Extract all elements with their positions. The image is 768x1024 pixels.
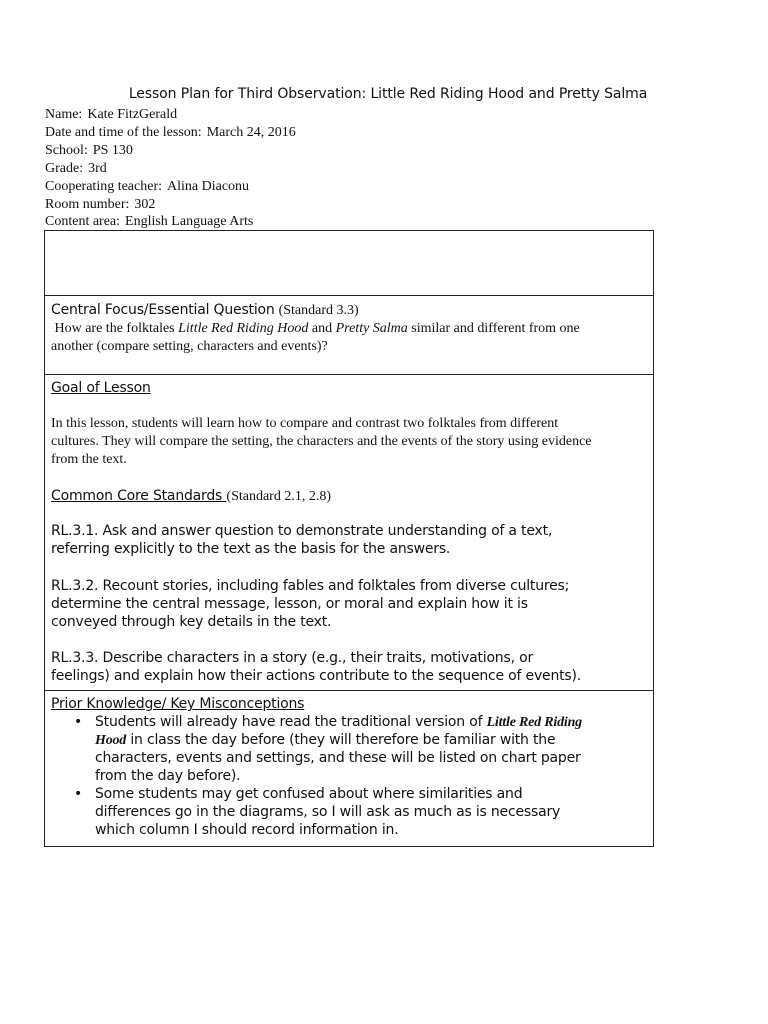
bullet1-line2 bbox=[95, 732, 555, 749]
date-line bbox=[45, 124, 296, 142]
question-text: and bbox=[308, 321, 336, 336]
bullet1-line4: from the day before). bbox=[95, 768, 241, 784]
goal-standards-cell bbox=[45, 375, 653, 691]
question-text: How are the folktales bbox=[51, 321, 179, 336]
goal-line3: from the text. bbox=[51, 452, 127, 467]
bullet2-line1: Some students may get confused about where similarities and bbox=[95, 786, 523, 802]
empty-cell bbox=[45, 231, 653, 296]
name-line bbox=[45, 106, 296, 124]
teacher-value: Alina Diaconu bbox=[167, 178, 250, 194]
bullet2-line3: which column I should record information in. bbox=[95, 822, 399, 838]
standard-rl31-line2: referring explicitly to the text as the basis for the answers. bbox=[51, 541, 451, 557]
bullet1-line1 bbox=[95, 714, 582, 731]
standard-rl32-line2: determine the central message, lesson, or moral and explain how it is bbox=[51, 596, 528, 612]
room-value: 302 bbox=[134, 196, 156, 212]
page-title: Lesson Plan for Third Observation: Little Red Riding Hood and Pretty Salma bbox=[128, 86, 648, 102]
grade-label: Grade: bbox=[45, 160, 84, 176]
grade-line bbox=[45, 160, 296, 178]
standard-rl32-line1: RL.3.2. Recount stories, including fables and folktales from diverse cultures; bbox=[51, 578, 570, 594]
standards-heading: Common Core Standards bbox=[51, 488, 227, 504]
central-focus-cell bbox=[45, 296, 653, 375]
school-value: PS 130 bbox=[92, 142, 133, 158]
title-little-red-riding-hood: Little Red Riding Hood bbox=[178, 321, 309, 336]
standard-rl33-line1: RL.3.3. Describe characters in a story (e.g., their traits, motivations, or bbox=[51, 650, 534, 666]
teacher-line bbox=[45, 178, 296, 196]
standards-heading-line bbox=[51, 487, 331, 505]
standard-rl32-line3: conveyed through key details in the text. bbox=[51, 614, 332, 630]
bullet-icon: • bbox=[74, 714, 83, 730]
standards-ref: (Standard 2.1, 2.8) bbox=[226, 489, 331, 504]
content-area-label: Content area: bbox=[45, 214, 121, 230]
title-little-red-riding: Little Red Riding bbox=[486, 715, 582, 730]
central-focus-heading-line bbox=[51, 301, 359, 319]
question-text: similar and different from one bbox=[407, 321, 580, 336]
central-focus-question-line1 bbox=[51, 321, 580, 337]
room-label: Room number: bbox=[45, 196, 130, 212]
content-area-line bbox=[45, 213, 296, 231]
central-focus-standard: (Standard 3.3) bbox=[278, 303, 359, 318]
goal-line2: cultures. They will compare the setting, the characters and the events of the story using evidence bbox=[51, 434, 592, 449]
bullet-text: in class the day before (they will therefore be familiar with the bbox=[126, 732, 556, 748]
standard-rl33-line2: feelings) and explain how their actions contribute to the sequence of events). bbox=[51, 668, 582, 684]
school-label: School: bbox=[45, 142, 88, 158]
content-area-value: English Language Arts bbox=[125, 214, 254, 230]
central-focus-question-line2: another (compare setting, characters and events)? bbox=[51, 339, 328, 354]
lesson-details bbox=[45, 106, 296, 231]
lesson-plan-table bbox=[44, 230, 654, 847]
prior-knowledge-cell bbox=[45, 691, 653, 846]
name-label: Name: bbox=[45, 107, 83, 122]
bullet-text: Students will already have read the traditional version of bbox=[95, 714, 487, 730]
name-value: Kate FitzGerald bbox=[87, 107, 178, 122]
teacher-label: Cooperating teacher: bbox=[45, 178, 163, 194]
bullet1-line3: characters, events and settings, and these will be listed on chart paper bbox=[95, 750, 581, 766]
title-hood: Hood bbox=[95, 733, 127, 748]
grade-value: 3rd bbox=[88, 160, 107, 176]
prior-knowledge-heading: Prior Knowledge/ Key Misconceptions bbox=[51, 696, 305, 712]
bullet2-line2: differences go in the diagrams, so I will ask as much as is necessary bbox=[95, 804, 561, 820]
date-value: March 24, 2016 bbox=[206, 124, 296, 140]
title-pretty-salma: Pretty Salma bbox=[335, 321, 408, 336]
goal-line1: In this lesson, students will learn how to compare and contrast two folktales from different bbox=[51, 416, 559, 431]
date-label: Date and time of the lesson: bbox=[45, 124, 202, 140]
school-line bbox=[45, 142, 296, 160]
room-line bbox=[45, 196, 296, 214]
standard-rl31-line1: RL.3.1. Ask and answer question to demonstrate understanding of a text, bbox=[51, 523, 553, 539]
goal-heading: Goal of Lesson bbox=[51, 380, 151, 396]
central-focus-heading: Central Focus/Essential Question bbox=[51, 302, 275, 318]
bullet-icon: • bbox=[74, 786, 83, 802]
